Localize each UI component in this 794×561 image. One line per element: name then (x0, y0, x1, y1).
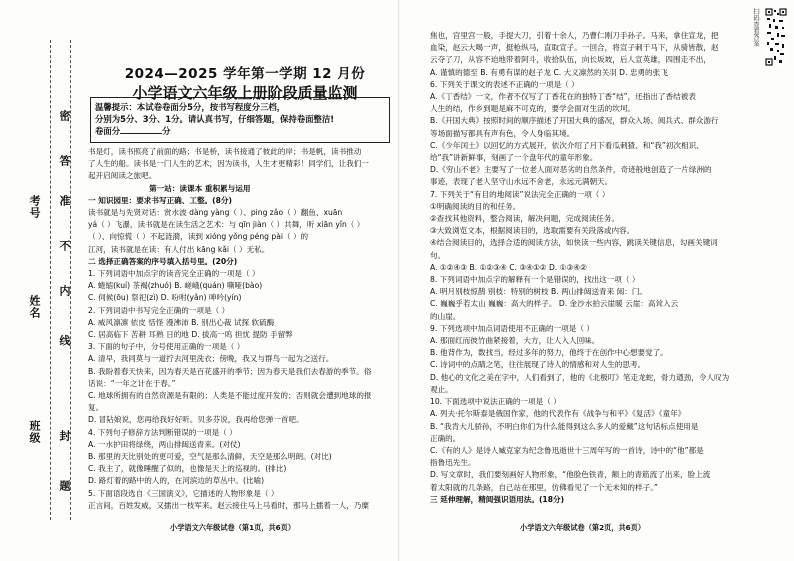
text-line: （ ）、向惊慌（ ）不起涟漪，读到 xióng yǒng péng pài（ ）的 (88, 232, 309, 242)
option-line: D. 冒阽娘说，您再给我好好听。贝多芬说，我再给您弹一首吧。 (88, 415, 304, 425)
question-line: 5. 下面语段选自《三国演义》，它描述的人物形象是（ ） (88, 488, 279, 498)
page-footer: 小学语文六年级试卷（第2页，共6页） (520, 523, 646, 532)
option-line: D. 写文章时，我们要刻画好人物形象，“他脸色铁青，额上的青筋流了出来，脸上流 (430, 470, 711, 480)
margin-word: 不 (58, 240, 71, 252)
text-line: 正言间，百姓发威，又擂出一枝军来。赵云接住马上马看时，那马上擂着一人，乃糜 (88, 500, 369, 510)
question-line: 3. 下面的句子中，分号使用正确的一项是（ ） (88, 342, 245, 352)
margin-word: 答 (58, 155, 71, 167)
option-line: A.《丁香结》一文，作者不仅写了丁香花在的独特丁香“结”，还指出了香结被表 (430, 92, 696, 102)
option-line: C. 诗词中的点睛之笔，往往展现了诗人的情感和对人生的思考。 (430, 360, 646, 370)
question-line: 1. 下列词语中加点字的读音完全正确的一项是（ ） (88, 269, 260, 279)
binding-margin (0, 0, 78, 561)
option-line: 的山崖。 (430, 311, 461, 321)
option-line: 事迹，表现了老人坚守山水远不舍老，永远元满朝天。 (430, 177, 613, 187)
option-line: C. 巍巍乎若太山 巍巍：高大的样子。 D. 金沙水拍云崖暖 云崖：高耸入云 (430, 299, 679, 309)
question-heading: 二 选择正确答案的序号填入括号里。(20分) (88, 256, 238, 266)
option-line: A. 明月别枝惊鹊 别枝：特别的树枝 B. 两山排闼送青来 闼：门。 (430, 287, 648, 297)
option-line: 给“我”讲新鲜事，刻画了一个盘年代的童年形象。 (430, 153, 598, 163)
option-line: B. “我肯大儿骄孙，不明白你们为什么能得到这么多人的爱戴”这句话标点使用是 (430, 421, 699, 431)
exam-page-right (400, 0, 794, 561)
option-line: 着太阳就的几条路，自己站在那里，仿佛看见了一个无未知的样子。” (430, 482, 658, 492)
option-line: C. 地球所拥有的自然资源是有限的；人类是不能过度开发的；否则就会遭到地球的报 (88, 391, 372, 401)
option-line: A. 蜷缩(kuí) 茶褐(zhuó) B. 嵯峨(quán) 嘶哑(bào) (88, 281, 263, 291)
question-line: 2. 下列词语中书写完全正确的一项是（ ） (88, 305, 230, 315)
option-line: ④结合阅读目的，选择合适的阅读方法，如快读一些内容，跳读关键信息，勾画关键词 (430, 238, 718, 248)
question-heading: 一 知识园里：要求书写正确、工整。(8分) (88, 195, 232, 205)
notice-score-label: 卷面分 (95, 126, 121, 136)
option-line: ②查找其他资料，整合阅读，解决问题，完成阅读任务。 (430, 214, 620, 224)
option-line: C. 居高临下 苦耕 耳熟 日的地 D. 拔高一呜 担忧 提防 手留弊 (88, 330, 293, 340)
option-line: D.《穷山不老》主要写了一位老人面对恶劣的自然条件，奇迹般地创造了一片绿洲的 (430, 165, 712, 175)
notice-box (90, 97, 390, 143)
option-line: C. 伺候(ōu) 祭祀(zì) D. 吩咐(yǎn) 呻吟(yín) (88, 293, 242, 303)
option-line: A. 谨慎的德至 B. 有勇有谋的赵子龙 C. 大义凛然的关羽 D. 忠勇的张飞 (430, 67, 668, 77)
margin-word: 线 (58, 335, 71, 347)
left-page-body (88, 146, 372, 512)
option-line: B. 那里的天比别处的更可爱，空气是那么清鲜，天空是那么明朗。(对比) (88, 452, 332, 462)
option-line: A. ①②④③ B. ①②③④ C. ③④①② D. ①③④② (430, 262, 587, 272)
qr-label: 扫码查看答案 (752, 8, 760, 47)
section-heading: 第一站：读课本 重积累与运用 (149, 183, 251, 193)
margin-word: 准 (58, 195, 71, 207)
text-line: 云夺了刀，从容不迫地带着阿斗，收拾队伍，向长坂坡，后人宣英雄，四围走不出， (430, 55, 711, 65)
right-page-body (430, 30, 729, 506)
text-line: 江河，读书就是在读：有人付出 kāng kǎi（ ）无私。 (88, 244, 270, 254)
option-line: 人生的结，作乡到题是麻不可克的，要学会面对生活的坎坷。 (430, 104, 636, 114)
margin-word: 密 (58, 110, 71, 122)
option-line: 指鲁迅先生。 (430, 458, 476, 468)
option-line: C.《少年闰土》以回忆的方式展开，依次介绍了月下看瓜刺猹、和“我”初次相识、 (430, 140, 704, 150)
option-line: B. 我盼着春天快来，因为春天是百花盛开的季节；因为春天是我们去春游的季节。俗 (88, 366, 372, 376)
option-line: D. 他心的文化之美在字中，人们看到了，他的《北极叮》笔走龙蛇，骨力遒劲，令人叹为 (430, 372, 730, 382)
option-line: B.《开国大典》按照时间的顺序描述了开国大典的盛况，群众入场、阅兵式、群众游行 (430, 116, 719, 126)
text-line: yá（ ）飞瀑，读书就是在读生活之艺术：与 qīn jiàn（ ）共舞，听 xiān yǐn（ ） (88, 220, 365, 230)
option-line: A. 清早，我同莫与一道拧去河里洗衣；傍晚，我又与群鸟一起为之送行。 (88, 354, 334, 364)
margin-label-class: 班级 (28, 420, 41, 444)
question-line: 9. 下列选项中加点词语使用不正确的一项是（ ） (430, 323, 594, 333)
margin-label-exam-number: 考号 (28, 195, 41, 219)
option-line: A. 威风凛凛 依皮 恬怪 漫沸沛 B. 别出心裁 试探 软硫酶 (88, 317, 275, 327)
text-line: 血染，赵云大喝一声，挺枪纵马，直取宣子。一回合，将宣子刺于马下，从骑皆散，赵 (430, 43, 719, 53)
option-line: A. 一水护田将绿绕，两山排闼送青来。(对仗) (88, 439, 241, 449)
text-line: 焦也，宫里宫一般，手提大刀，引着十余人，乃曹仁刚刀手孙子。马来，拿住宣龙，把 (430, 31, 719, 40)
question-line: 8. 下列词语中加点字的解释有一个是错误的，找出这一项（ ） (430, 275, 640, 285)
option-line: 观止。 (430, 384, 453, 394)
option-line: 话说：“一年之计在于春。” (88, 378, 176, 388)
question-line: 10. 下面选项中说法正确的一项是（ ） (430, 397, 561, 407)
exam-subtitle: 小学语文六年级上册阶段质量监测 (132, 84, 358, 102)
option-line: 复。 (88, 403, 104, 413)
option-line: ③大致浏览文本，根据阅读目的，选取需要有关段落或内容。 (430, 226, 635, 236)
option-line: D. 路灯着的路中的人的，在河滨边的草丛中。(比喻) (88, 476, 265, 486)
qr-code-icon[interactable] (765, 8, 787, 66)
option-line: ①明确阅读的目的和任务。 (430, 201, 521, 211)
option-line: 正确的。 (430, 433, 461, 443)
page-footer: 小学语文六年级试卷（第1页，共6页） (170, 523, 296, 532)
margin-word: 封 (58, 430, 71, 442)
question-line: 6. 下列关于课文的表述不正确的一项是（ ） (430, 79, 579, 89)
margin-label-name: 姓名 (28, 295, 41, 319)
question-line: 4. 下列句子修辞方法判断错误的一项是（ ） (88, 427, 237, 437)
option-line: A. 那面红而彼竹曲紧接着，大方，让人入人回味。 (430, 336, 600, 346)
section-heading: 三 延伸理解，精阅强识语用法。(18分) (430, 494, 565, 504)
text-line: 了人生的船。读书是一门人生的艺术，因为读书，人生才更精彩！同学们，让我们一 (88, 159, 369, 169)
option-line: B. 他背作为，数找当，经过多年的努力，他终于在创作中心想要觉了。 (430, 348, 668, 358)
option-line: A. 列夫·托尔斯泰是俄国作家，他的代表作有《战争与和平》《复活》《童年》 (430, 409, 686, 419)
notice-score-unit: 分 (162, 126, 171, 136)
notice-line: 分别为5分、3分、1分。请认真书写，仔细答题，保持卷面整洁! (95, 114, 335, 124)
notice-line: 温馨提示：本试卷卷面分5分，按书写程度分三档， (95, 102, 286, 112)
text-line: 起开启阅读之旅吧。 (88, 171, 157, 181)
margin-word: 题 (58, 480, 71, 492)
text-line: 读书就是与先贤对话：赏水波 dàng yàng（ ）、ping zǎo（ ）翻鱼、xuān (88, 208, 343, 218)
option-line: 句。 (430, 250, 446, 260)
option-line: C.《有的人》是诗人臧克家为纪念鲁迅逝世十三周年写的一首诗，诗中的“他”都是 (430, 445, 704, 455)
score-blank[interactable] (120, 125, 162, 134)
exam-title: 2024—2025 学年第一学期 12 月份 (124, 66, 366, 82)
margin-word: 内 (58, 285, 71, 297)
seal-line (50, 40, 51, 520)
option-line: 等场面描写都具有声有色，令人身临其境。 (430, 128, 575, 138)
question-line: 7. 下列关于“有目的地阅读”说法完全正确的一项（ ） (430, 189, 610, 199)
text-line: 书是灯，读书照亮了前面的路；书是桥，读书接通了彼此的岸；书是帆，读书推动 (88, 147, 362, 156)
option-line: C. 我主了，就像睡醒了似的，也像是天上的巡视的。(排比) (88, 464, 287, 474)
